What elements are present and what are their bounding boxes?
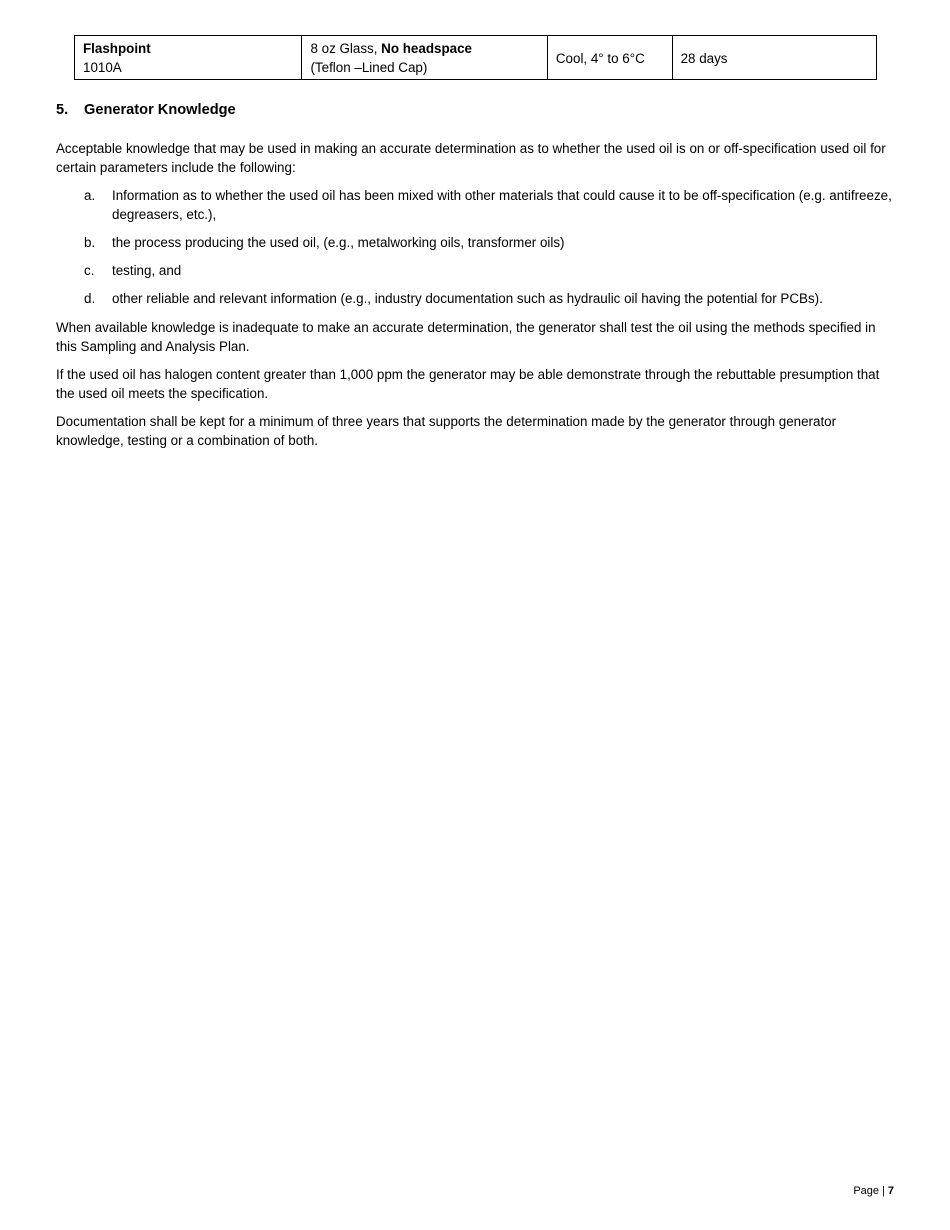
documentation-paragraph: Documentation shall be kept for a minimum of three years that supports the determination made by the generator through generator knowledge, testing or a combination of both. bbox=[56, 414, 837, 448]
footer-separator: | bbox=[882, 1185, 885, 1197]
page-label: Page bbox=[853, 1185, 880, 1197]
list-marker: a. bbox=[84, 188, 96, 203]
list-item bbox=[84, 289, 899, 308]
list-marker: d. bbox=[84, 291, 96, 306]
list-item bbox=[84, 261, 899, 280]
container-line bbox=[310, 39, 538, 58]
preservation-cell: Cool, 4° to 6°C bbox=[547, 36, 672, 80]
section-number: 5. bbox=[56, 102, 69, 118]
table-row bbox=[75, 36, 877, 80]
parameter-name: Flashpoint bbox=[83, 41, 151, 56]
section-heading bbox=[56, 100, 236, 120]
method-number: 1010A bbox=[83, 60, 122, 75]
container-type: 8 oz Glass, bbox=[310, 41, 382, 56]
intro-paragraph: Acceptable knowledge that may be used in making an accurate determination as to whether the used oil is on or off-specification used oil for certain parameters include the following: bbox=[56, 141, 886, 175]
list-item bbox=[84, 233, 899, 252]
list-item-text: the process producing the used oil, (e.g., metalworking oils, transformer oils) bbox=[112, 235, 565, 250]
parameter-cell bbox=[75, 36, 302, 80]
container-cell bbox=[302, 36, 547, 80]
list-item-text: Information as to whether the used oil has been mixed with other materials that could cause it to be off-specification (e.g. antifreeze, degreasers, etc.), bbox=[112, 188, 892, 222]
holding-time-cell: 28 days bbox=[672, 36, 876, 80]
list-item-text: testing, and bbox=[112, 263, 182, 278]
list-item bbox=[84, 186, 899, 224]
sample-analysis-table bbox=[74, 35, 877, 80]
inadequate-knowledge-paragraph: When available knowledge is inadequate to make an accurate determination, the generator shall test the oil using the methods specified in this Sampling and Analysis Plan. bbox=[56, 320, 876, 354]
list-marker: c. bbox=[84, 263, 95, 278]
section-title: Generator Knowledge bbox=[84, 102, 236, 118]
page-footer bbox=[853, 1185, 894, 1197]
list-marker: b. bbox=[84, 235, 96, 250]
halogen-paragraph: If the used oil has halogen content greater than 1,000 ppm the generator may be able demonstrate through the rebuttable presumption that the used oil meets the specification. bbox=[56, 367, 880, 401]
list-item-text: other reliable and relevant information (e.g., industry documentation such as hydraulic oil having the potential for PCBs). bbox=[112, 291, 823, 306]
cap-type: (Teflon –Lined Cap) bbox=[310, 60, 428, 75]
headspace-note: No headspace bbox=[381, 41, 472, 56]
page-number: 7 bbox=[887, 1185, 894, 1197]
